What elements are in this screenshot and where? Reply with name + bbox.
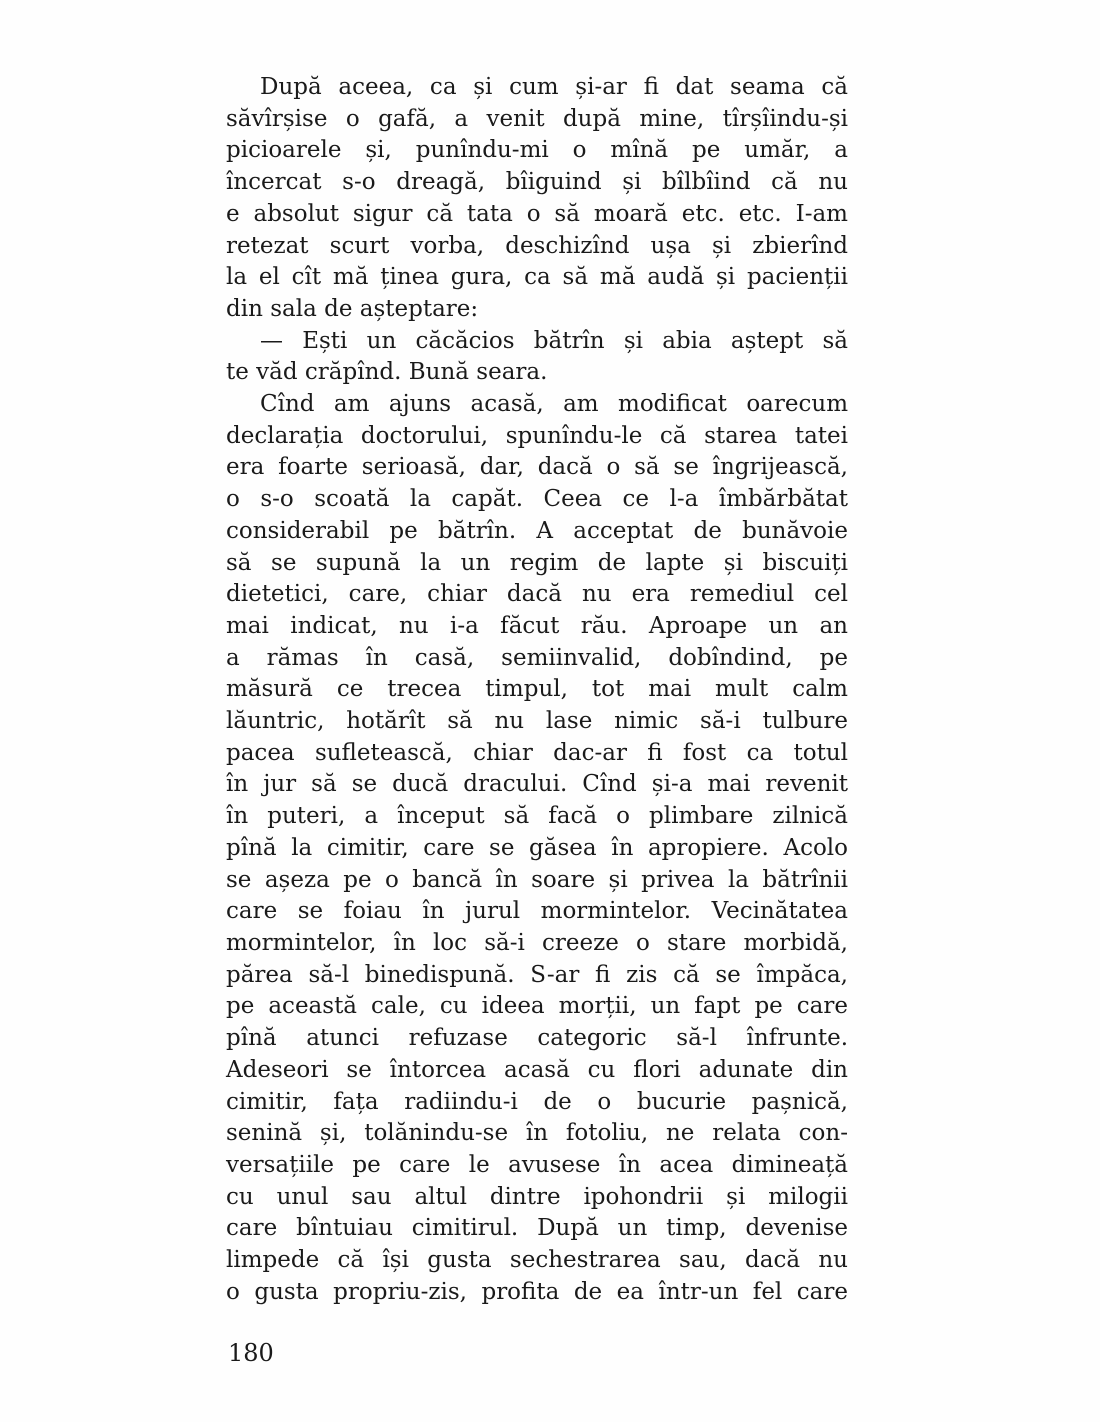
text-line: se așeza pe o bancă în soare și privea la bătrînii — [226, 866, 848, 893]
text-line: încercat s-o dreagă, bîiguind și bîlbîind că nu — [226, 169, 848, 196]
text-block — [226, 72, 848, 1308]
text-line: declarația doctorului, spunîndu-le că starea tatei — [226, 422, 848, 449]
text-line: pe această cale, cu ideea morții, un fapt pe care — [226, 993, 848, 1020]
text-line: picioarele și, punîndu-mi o mînă pe umăr, a — [226, 137, 848, 164]
text-line: cimitir, fața radiindu-i de o bucurie pașnică, — [226, 1088, 848, 1115]
text-line: e absolut sigur că tata o să moară etc. etc. I-am — [226, 200, 848, 227]
text-line: care se foiau în jurul mormintelor. Vecinătatea — [226, 898, 848, 925]
page-number: 180 — [228, 1339, 274, 1367]
text-line: versațiile pe care le avusese în acea dimineață — [226, 1151, 848, 1178]
text-line: mormintelor, în loc să-i creeze o stare morbidă, — [226, 929, 848, 956]
text-line: la el cît mă ținea gura, ca să mă audă și pacienții — [226, 264, 848, 291]
paragraph — [226, 72, 848, 326]
text-line: Cînd am ajuns acasă, am modificat oarecum — [260, 391, 848, 418]
text-line: După aceea, ca și cum și-ar fi dat seama că — [260, 74, 848, 100]
text-line: retezat scurt vorba, deschizînd ușa și zbierînd — [226, 232, 848, 259]
text-line: senină și, tolănindu-se în fotoliu, ne relata con- — [226, 1120, 848, 1147]
text-line: măsură ce trecea timpul, tot mai mult calm — [226, 676, 848, 703]
text-line: cu unul sau altul dintre ipohondrii și milogii — [226, 1183, 848, 1210]
paragraph — [226, 389, 848, 1308]
text-line: pacea sufletească, chiar dac-ar fi fost ca totul — [226, 739, 848, 766]
text-line: în puteri, a început să facă o plimbare zilnică — [226, 803, 848, 830]
text-line: săvîrșise o gafă, a venit după mine, tîrșîindu-și — [226, 105, 848, 132]
text-line: mai indicat, nu i-a făcut rău. Aproape un an — [226, 612, 848, 639]
text-line: părea să-l binedispună. S-ar fi zis că se împăca, — [226, 961, 848, 988]
text-line: pînă atunci refuzase categoric să-l înfrunte. — [226, 1025, 848, 1052]
text-line: — Ești un căcăcios bătrîn și abia aștept să — [260, 327, 848, 354]
text-line: o gusta propriu-zis, profita de ea într-un fel care — [226, 1278, 848, 1305]
text-line: să se supună la un regim de lapte și biscuiți — [226, 549, 848, 576]
text-line: te văd crăpînd. Bună seara. — [226, 359, 548, 386]
text-line: pînă la cimitir, care se găsea în apropiere. Acolo — [226, 834, 848, 861]
text-line: a rămas în casă, semiinvalid, dobîndind, pe — [226, 644, 848, 671]
text-line: dietetici, care, chiar dacă nu era remediul cel — [226, 581, 848, 608]
text-line: o s-o scoată la capăt. Ceea ce l-a îmbărbătat — [226, 486, 848, 513]
text-line: în jur să se ducă dracului. Cînd și-a mai revenit — [226, 771, 848, 798]
text-line: din sala de așteptare: — [226, 295, 479, 322]
paragraph — [226, 326, 848, 389]
text-line: care bîntuiau cimitirul. După un timp, devenise — [226, 1215, 848, 1242]
text-line: lăuntric, hotărît să nu lase nimic să-i tulbure — [226, 708, 848, 735]
text-line: considerabil pe bătrîn. A acceptat de bunăvoie — [226, 517, 848, 544]
text-line: era foarte serioasă, dar, dacă o să se îngrijească, — [226, 454, 848, 481]
text-line: limpede că își gusta sechestrarea sau, dacă nu — [226, 1247, 848, 1274]
text-line: Adeseori se întorcea acasă cu flori adunate din — [226, 1056, 848, 1083]
